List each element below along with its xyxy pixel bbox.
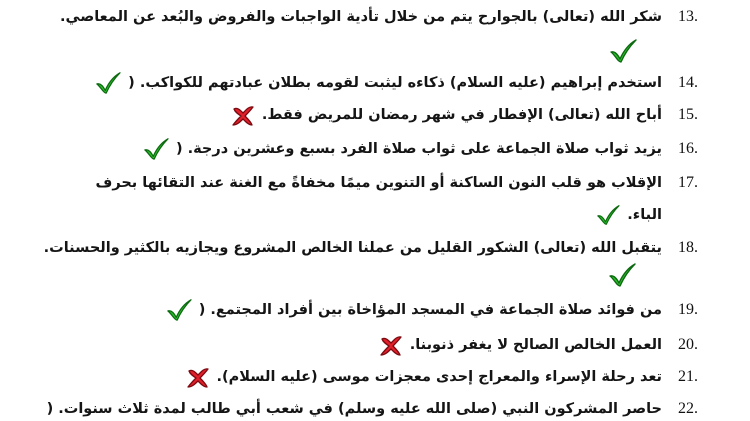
statement-17-continuation bbox=[595, 203, 662, 227]
statement-text: استخدم إبراهيم (عليه السلام) ذكاءه ليثبت لقومه بطلان عبادتهم للكواكب. ( bbox=[128, 75, 662, 91]
statement-text: يتقبل الله (تعالى) الشكور القليل من عملنا الخالص المشروع ويجازيه بالكثير والحسنات. bbox=[43, 240, 662, 256]
statement-text: شكر الله (تعالى) بالجوارح يتم من خلال تأدية الواجبات والفروض والبُعد عن المعاصي. bbox=[60, 9, 662, 25]
check-mark-icon bbox=[94, 71, 122, 95]
statement-text: يزيد ثواب صلاة الجماعة على ثواب صلاة الفرد بسبع وعشرين درجة. ( bbox=[175, 141, 662, 157]
statement-20 bbox=[378, 333, 712, 357]
statement-14 bbox=[94, 71, 712, 95]
statement-number: 22. bbox=[678, 400, 698, 417]
statement-15 bbox=[230, 103, 712, 127]
statement-number: 19. bbox=[678, 301, 698, 318]
statement-text: الإقلاب هو قلب النون الساكنة أو التنوين ميمًا مخفاةً مع الغنة عند التقائها بحرف bbox=[95, 175, 662, 191]
statement-17 bbox=[95, 171, 712, 195]
cross-mark-icon bbox=[230, 103, 256, 127]
statement-number: 17. bbox=[678, 174, 698, 191]
statement-number: 15. bbox=[678, 106, 698, 123]
check-mark-icon bbox=[595, 204, 621, 226]
statement-number: 13. bbox=[678, 8, 698, 25]
check-mark-icon bbox=[165, 298, 193, 322]
statement-text: حاصر المشركون النبي (صلى الله عليه وسلم) في شعب أبي طالب لمدة ثلاث سنوات. ( bbox=[46, 401, 662, 417]
statement-number: 18. bbox=[678, 239, 698, 256]
statement-text: تعد رحلة الإسراء والمعراج إحدى معجزات موسى (عليه السلام). bbox=[216, 369, 662, 385]
statement-text: الباء. bbox=[627, 207, 662, 223]
cross-mark-icon bbox=[378, 333, 404, 357]
check-mark-icon bbox=[608, 38, 638, 64]
cross-mark-icon bbox=[185, 365, 211, 389]
statement-number: 16. bbox=[678, 140, 698, 157]
check-mark-icon bbox=[607, 262, 637, 288]
statement-number: 20. bbox=[678, 336, 698, 353]
statement-text: من فوائد صلاة الجماعة في المسجد المؤاخاة بين أفراد المجتمع. ( bbox=[198, 302, 662, 318]
statement-text: العمل الخالص الصالح لا يغفر ذنوبنا. bbox=[409, 337, 662, 353]
statement-18 bbox=[44, 236, 712, 260]
statement-22 bbox=[47, 397, 712, 421]
statement-21 bbox=[185, 365, 712, 389]
statement-16 bbox=[142, 137, 712, 161]
statement-19 bbox=[165, 298, 712, 322]
statement-text: أباح الله (تعالى) الإفطار في شهر رمضان للمريض فقط. bbox=[261, 107, 662, 123]
statement-number: 21. bbox=[678, 368, 698, 385]
statement-number: 14. bbox=[678, 74, 698, 91]
statement-13 bbox=[60, 5, 712, 29]
check-mark-icon bbox=[142, 137, 170, 161]
